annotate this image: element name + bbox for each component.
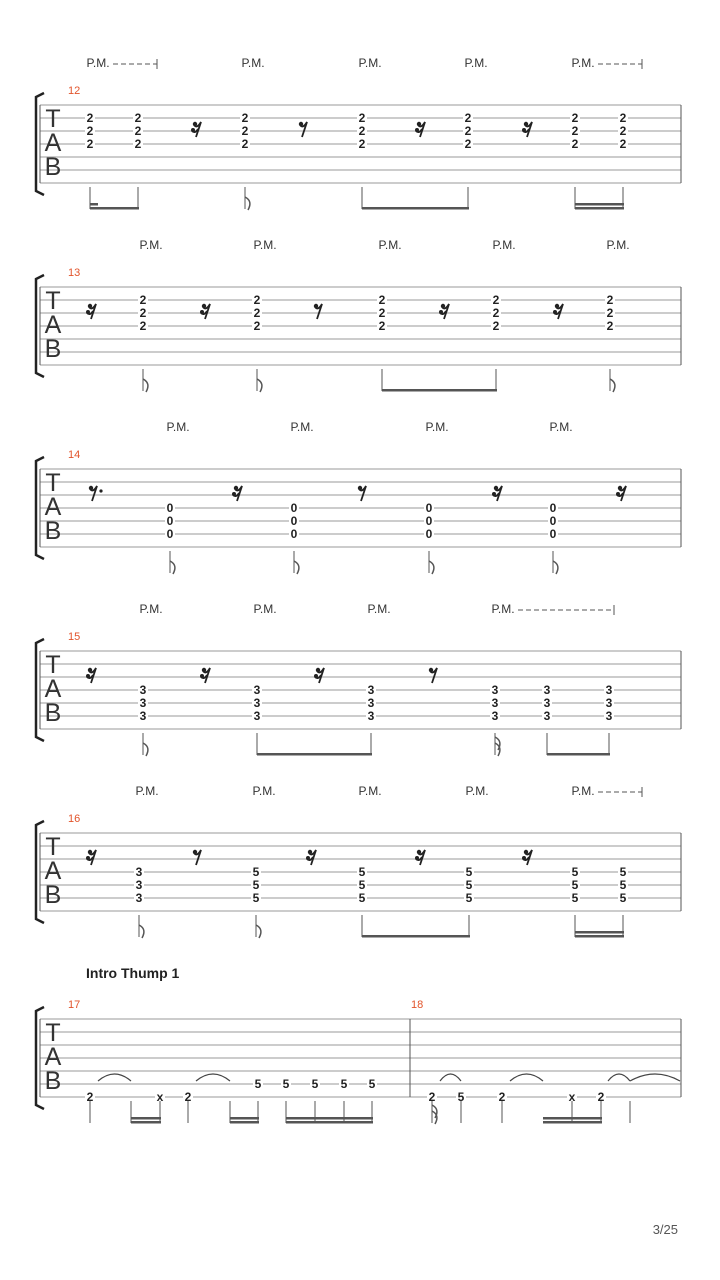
beam [575, 203, 624, 206]
fret-number: 3 [135, 865, 143, 879]
rest-dot-head [522, 128, 526, 132]
rest-dot-head [314, 304, 318, 308]
palm-mute-label: P.M. [135, 784, 159, 798]
fret-number: 2 [241, 124, 249, 138]
fret-number: 2 [464, 124, 472, 138]
rest-dot-head [193, 850, 197, 854]
fret-number: 2 [606, 293, 614, 307]
palm-mute-label: P.M. [549, 420, 573, 434]
fret-number: 3 [139, 683, 147, 697]
note-flag [139, 925, 144, 938]
fret-number: 0 [166, 527, 174, 541]
fret-number: 5 [571, 878, 579, 892]
fret-number: 2 [378, 319, 386, 333]
fret-number: 3 [605, 709, 613, 723]
fret-number: 3 [491, 683, 499, 697]
measure-number: 13 [68, 267, 81, 279]
fret-number: 3 [605, 696, 613, 710]
rest-dot-head [441, 304, 445, 308]
note-flag [245, 197, 250, 210]
fret-number: 5 [619, 891, 627, 905]
tab-clef-letter: A [44, 857, 62, 885]
fret-number: 0 [549, 501, 557, 515]
fret-number: 2 [139, 306, 147, 320]
rest-dot-head [415, 856, 419, 860]
tab-clef-letter: T [45, 287, 61, 315]
fret-number: 3 [367, 696, 375, 710]
rest-dot-head [88, 668, 92, 672]
beam [543, 1117, 602, 1120]
rest-dot-head [308, 850, 312, 854]
tab-clef-letter: A [44, 129, 62, 157]
rest-dot-head [417, 850, 421, 854]
beam [575, 935, 624, 938]
rest-dot-head [202, 668, 206, 672]
tab-clef-letter: B [44, 1067, 62, 1095]
rest-dot-head [232, 492, 236, 496]
rest-dot-head [524, 850, 528, 854]
note-flag [170, 561, 175, 574]
fret-number: 2 [619, 124, 627, 138]
fret-number: 3 [491, 696, 499, 710]
fret-number: 0 [549, 514, 557, 528]
fret-number: 2 [428, 1090, 436, 1104]
palm-mute-label: P.M. [367, 602, 391, 616]
palm-mute-label: P.M. [241, 56, 265, 70]
rest-dot-head [306, 856, 310, 860]
fret-number: 5 [571, 891, 579, 905]
fret-number: 2 [134, 137, 142, 151]
measure-number: 18 [411, 999, 424, 1011]
rest-dot-head [202, 304, 206, 308]
fret-number: 5 [254, 1077, 262, 1091]
rest-dot-head [417, 122, 421, 126]
fret-number: 2 [606, 306, 614, 320]
palm-mute-label: P.M. [253, 238, 277, 252]
tab-clef-letter: T [45, 469, 61, 497]
note-flag [553, 561, 558, 574]
measure-number: 12 [68, 85, 81, 97]
beam [547, 753, 610, 756]
rest-dot-head [555, 304, 559, 308]
fret-number: 0 [290, 501, 298, 515]
rest-dot-head [524, 122, 528, 126]
fret-number: 2 [241, 137, 249, 151]
tie-arc [510, 1074, 543, 1081]
tab-clef-letter: B [44, 699, 62, 727]
fret-number: 5 [571, 865, 579, 879]
fret-number: 2 [378, 306, 386, 320]
fret-number: 2 [571, 124, 579, 138]
note-flag [429, 561, 434, 574]
fret-number: 3 [543, 696, 551, 710]
fret-number: 2 [619, 111, 627, 125]
tab-clef-letter: T [45, 105, 61, 133]
tab-clef-letter: B [44, 335, 62, 363]
palm-mute-label: P.M. [139, 602, 163, 616]
note-flag [294, 561, 299, 574]
fret-number: 3 [605, 683, 613, 697]
fret-number: 5 [368, 1077, 376, 1091]
fret-number: 3 [491, 709, 499, 723]
fret-number: 2 [358, 137, 366, 151]
fret-number: 5 [465, 865, 473, 879]
fret-number: 2 [253, 319, 261, 333]
section-title: Intro Thump 1 [86, 965, 180, 981]
fret-number: 5 [358, 865, 366, 879]
fret-number: 2 [597, 1090, 605, 1104]
fret-number: 0 [290, 514, 298, 528]
beam [575, 207, 624, 210]
fret-number: 5 [252, 865, 260, 879]
beam [362, 935, 470, 938]
note-flag [610, 379, 615, 392]
palm-mute-label: P.M. [290, 420, 314, 434]
tab-clef-letter: A [44, 1043, 62, 1071]
palm-mute-label: P.M. [358, 56, 382, 70]
fret-number: 2 [464, 137, 472, 151]
fret-number: x [156, 1090, 164, 1104]
note-flag [143, 379, 148, 392]
fret-number: x [568, 1090, 576, 1104]
rest-dot-head [616, 492, 620, 496]
rest-dot-head [316, 668, 320, 672]
page-number: 3/25 [652, 1222, 678, 1237]
palm-mute-label: P.M. [86, 56, 110, 70]
note-flag [143, 743, 148, 756]
note-flag [256, 925, 261, 938]
fret-number: 2 [492, 306, 500, 320]
fret-number: 2 [498, 1090, 506, 1104]
fret-number: 3 [253, 709, 261, 723]
fret-number: 2 [571, 137, 579, 151]
rest-dot-head [191, 128, 195, 132]
beam-partial [90, 203, 98, 206]
fret-number: 2 [358, 111, 366, 125]
beam [286, 1117, 373, 1120]
rest-dot-head [234, 486, 238, 490]
beam [90, 207, 139, 210]
palm-mute-label: P.M. [378, 238, 402, 252]
palm-mute-label: P.M. [465, 784, 489, 798]
fret-number: 2 [358, 124, 366, 138]
tie-arc [630, 1074, 680, 1081]
palm-mute-label: P.M. [491, 602, 515, 616]
tab-clef-letter: B [44, 517, 62, 545]
tab-clef-letter: A [44, 675, 62, 703]
fret-number: 3 [135, 878, 143, 892]
beam [286, 1121, 373, 1124]
fret-number: 5 [252, 878, 260, 892]
beam [230, 1121, 259, 1124]
fret-number: 3 [253, 696, 261, 710]
tab-clef-letter: T [45, 1019, 61, 1047]
fret-number: 3 [135, 891, 143, 905]
fret-number: 2 [253, 293, 261, 307]
tab-clef-letter: A [44, 493, 62, 521]
fret-number: 5 [457, 1090, 465, 1104]
rest-dot-head [553, 310, 557, 314]
rest-dot-head [86, 674, 90, 678]
rest-dot-head [358, 486, 362, 490]
measure-number: 16 [68, 813, 81, 825]
fret-number: 2 [571, 111, 579, 125]
tab-clef-letter: T [45, 651, 61, 679]
beam [257, 753, 372, 756]
palm-mute-label: P.M. [571, 784, 595, 798]
palm-mute-label: P.M. [139, 238, 163, 252]
palm-mute-label: P.M. [166, 420, 190, 434]
rest-dot-head [88, 850, 92, 854]
rest-dot-head [193, 122, 197, 126]
beam [543, 1121, 602, 1124]
palm-mute-label: P.M. [358, 784, 382, 798]
fret-number: 2 [134, 124, 142, 138]
tie-arc [196, 1074, 230, 1081]
fret-number: 2 [492, 293, 500, 307]
fret-number: 2 [184, 1090, 192, 1104]
fret-number: 5 [340, 1077, 348, 1091]
rest-dot-head [429, 668, 433, 672]
fret-number: 2 [606, 319, 614, 333]
measure-number: 15 [68, 631, 81, 643]
fret-number: 5 [252, 891, 260, 905]
fret-number: 0 [425, 501, 433, 515]
fret-number: 5 [358, 891, 366, 905]
rest-dot-head [494, 486, 498, 490]
rest-dot-head [314, 674, 318, 678]
rest-dot-head [86, 856, 90, 860]
fret-number: 0 [549, 527, 557, 541]
fret-number: 0 [290, 527, 298, 541]
fret-number: 2 [253, 306, 261, 320]
fret-number: 2 [86, 124, 94, 138]
beam [362, 207, 469, 210]
tab-clef-letter: B [44, 881, 62, 909]
rest-dot-head [86, 310, 90, 314]
fret-number: 0 [425, 527, 433, 541]
fret-number: 2 [86, 111, 94, 125]
fret-number: 2 [139, 319, 147, 333]
beam [382, 389, 497, 392]
tab-clef-letter: B [44, 153, 62, 181]
fret-number: 3 [253, 683, 261, 697]
palm-mute-label: P.M. [253, 602, 277, 616]
palm-mute-label: P.M. [252, 784, 276, 798]
rest-dot-head [89, 486, 93, 490]
fret-number: 0 [166, 501, 174, 515]
fret-number: 3 [139, 709, 147, 723]
palm-mute-label: P.M. [492, 238, 516, 252]
fret-number: 0 [166, 514, 174, 528]
fret-number: 3 [367, 709, 375, 723]
fret-number: 2 [492, 319, 500, 333]
fret-number: 5 [465, 891, 473, 905]
fret-number: 3 [543, 709, 551, 723]
fret-number: 2 [86, 137, 94, 151]
rest-dot-head [299, 122, 303, 126]
beam [131, 1121, 161, 1124]
fret-number: 0 [425, 514, 433, 528]
fret-number: 2 [86, 1090, 94, 1104]
rest-dot-head [200, 310, 204, 314]
tie-arc [440, 1074, 461, 1081]
beam [230, 1117, 259, 1120]
fret-number: 5 [619, 878, 627, 892]
rest-dot-head [415, 128, 419, 132]
rest-augmentation-dot [99, 489, 102, 492]
fret-number: 2 [464, 111, 472, 125]
rest-dot-head [522, 856, 526, 860]
palm-mute-label: P.M. [425, 420, 449, 434]
fret-number: 5 [311, 1077, 319, 1091]
fret-number: 3 [367, 683, 375, 697]
rest-dot-head [618, 486, 622, 490]
beam [575, 931, 624, 934]
rest-dot-head [439, 310, 443, 314]
fret-number: 2 [378, 293, 386, 307]
tab-clef-letter: T [45, 833, 61, 861]
fret-number: 5 [358, 878, 366, 892]
tie-arc [608, 1074, 630, 1081]
tie-arc [98, 1074, 131, 1081]
measure-number: 14 [68, 449, 81, 461]
fret-number: 3 [139, 696, 147, 710]
beam [131, 1117, 161, 1120]
fret-number: 2 [139, 293, 147, 307]
tab-clef-letter: A [44, 311, 62, 339]
rest-dot-head [200, 674, 204, 678]
note-flag [257, 379, 262, 392]
palm-mute-label: P.M. [571, 56, 595, 70]
fret-number: 2 [241, 111, 249, 125]
fret-number: 5 [282, 1077, 290, 1091]
measure-number: 17 [68, 999, 81, 1011]
rest-dot-head [492, 492, 496, 496]
fret-number: 5 [465, 878, 473, 892]
rest-dot-head [88, 304, 92, 308]
fret-number: 2 [619, 137, 627, 151]
fret-number: 5 [619, 865, 627, 879]
palm-mute-label: P.M. [606, 238, 630, 252]
fret-number: 3 [543, 683, 551, 697]
fret-number: 2 [134, 111, 142, 125]
palm-mute-label: P.M. [464, 56, 488, 70]
